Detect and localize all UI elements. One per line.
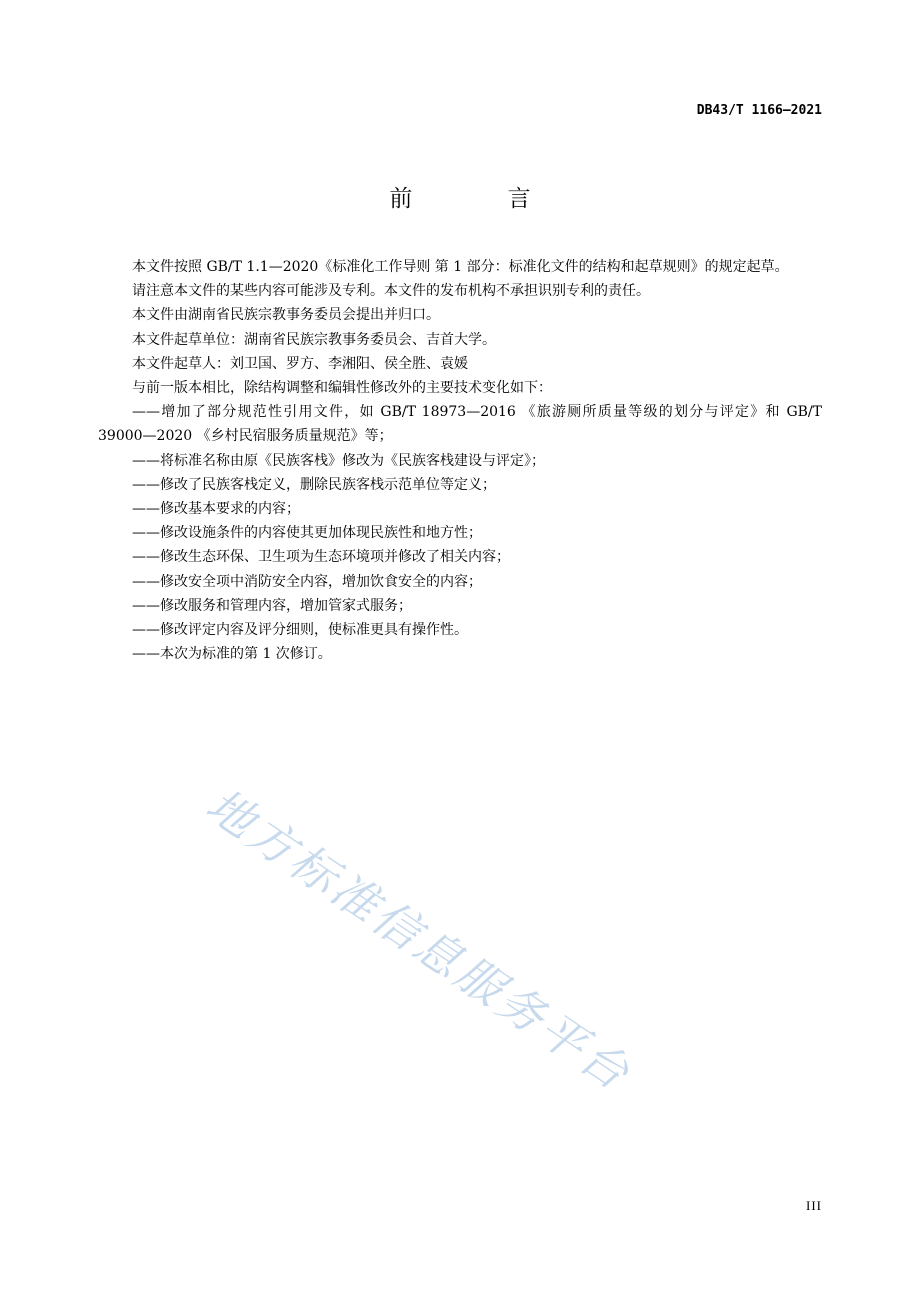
change-item: ——本次为标准的第 1 次修订。 <box>132 646 332 663</box>
paragraph-changes-intro: 与前一版本相比，除结构调整和编辑性修改外的主要技术变化如下： <box>132 380 552 397</box>
change-item: ——修改设施条件的内容使其更加体现民族性和地方性； <box>132 525 482 542</box>
paragraph-drafters: 本文件起草人：刘卫国、罗方、李湘阳、侯全胜、袁媛 <box>132 355 468 372</box>
change-item: ——修改基本要求的内容； <box>132 501 300 518</box>
change-item: ——修改评定内容及评分细则，使标准更具有操作性。 <box>132 622 468 639</box>
change-item: ——修改服务和管理内容，增加管家式服务； <box>132 597 412 614</box>
document-body <box>98 255 822 666</box>
page-title: 前 言 <box>389 186 575 212</box>
watermark: 地方标准信息服务平台 <box>196 777 642 1102</box>
change-item: ——修改生态环保、卫生项为生态环境项并修改了相关内容； <box>132 549 510 566</box>
change-item: ——修改了民族客栈定义，删除民族客栈示范单位等定义； <box>132 476 496 493</box>
change-item: ——增加了部分规范性引用文件，如 GB/T 18973—2016 《旅游厕所质量等级的划分与评定》和 GB/T 39000—2020 《乡村民宿服务质量规范》等； <box>98 404 822 445</box>
change-item: ——将标准名称由原《民族客栈》修改为《民族客栈建设与评定》； <box>132 452 545 469</box>
paragraph-drafting-units: 本文件起草单位：湖南省民族宗教事务委员会、吉首大学。 <box>132 331 496 348</box>
paragraph-proposer: 本文件由湖南省民族宗教事务委员会提出并归口。 <box>132 307 440 324</box>
paragraph-patent-notice: 请注意本文件的某些内容可能涉及专利。本文件的发布机构不承担识别专利的责任。 <box>132 283 650 300</box>
change-item: ——修改安全项中消防安全内容，增加饮食安全的内容； <box>132 573 482 590</box>
document-code: DB43/T 1166—2021 <box>696 103 822 118</box>
paragraph-drafting-rules: 本文件按照 GB/T 1.1—2020《标准化工作导则 第 1 部分：标准化文件的结构和起草规则》的规定起草。 <box>132 259 789 275</box>
page-number: III <box>806 1198 822 1213</box>
